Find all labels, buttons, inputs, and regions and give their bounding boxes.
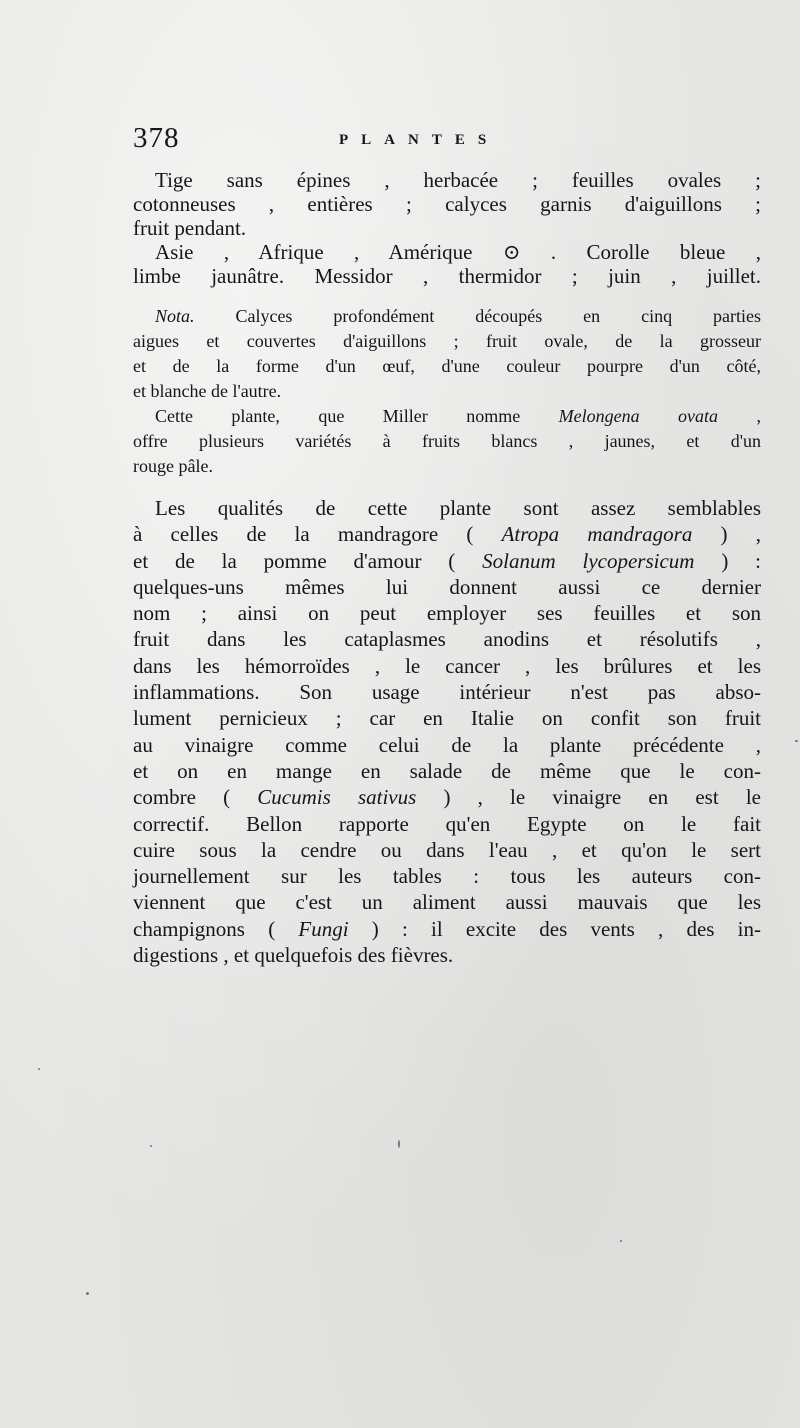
page-number: 378	[133, 122, 180, 154]
text-line: et de la forme d'un œuf, d'une couleur pourpre d'un côté,	[133, 356, 761, 376]
text-line	[133, 404, 761, 429]
text-segment: à celles de la mandragore (	[133, 522, 502, 547]
text-line	[133, 521, 761, 547]
nota-paragraph	[133, 304, 761, 404]
text-line: cotonneuses , entières ; calyces garnis d'aiguillons ;	[133, 192, 761, 216]
nota-label: Nota.	[155, 306, 195, 326]
text-segment: ) , le vinaigre en est le	[416, 785, 761, 810]
text-line: limbe jaunâtre. Messidor , thermidor ; juin , juillet.	[133, 264, 761, 288]
species-name: Atropa mandragora	[501, 522, 693, 547]
habitat-paragraph	[133, 240, 761, 288]
text-line	[133, 548, 761, 574]
text-segment: combre (	[133, 785, 258, 810]
text-line: au vinaigre comme celui de la plante précédente ,	[133, 732, 761, 757]
text-line: correctif. Bellon rapporte qu'en Egypte on le fait	[133, 811, 761, 836]
text-line: Les qualités de cette plante sont assez semblables	[155, 496, 761, 520]
text-line: Tige sans épines , herbacée ; feuilles ovales ;	[155, 168, 761, 192]
text-line: et on en mange en salade de même que le con-	[133, 758, 761, 783]
text-line: dans les hémorroïdes , le cancer , les brûlures et les	[133, 653, 761, 678]
genus-name: Fungi	[298, 916, 349, 941]
text-line: viennent que c'est un aliment aussi mauvais que les	[133, 890, 761, 915]
species-name: Melongena ovata	[558, 406, 719, 426]
page-body	[133, 168, 761, 968]
species-name: Solanum lycopersicum	[482, 548, 695, 573]
text-line: cuire sous la cendre ou dans l'eau , et qu'on le sert	[133, 837, 761, 862]
text-line: Asie , Afrique , Amérique ⊙ . Corolle bleue ,	[155, 240, 761, 264]
text-segment: Cette plante, que Miller nomme	[155, 406, 559, 426]
running-head: PLANTES	[339, 132, 500, 148]
text-line	[133, 916, 761, 942]
text-segment: ) ,	[692, 522, 761, 547]
text-segment: et de la pomme d'amour (	[133, 548, 483, 573]
text-line: inflammations. Son usage intérieur n'est pas abso-	[133, 680, 761, 705]
varieties-paragraph	[133, 404, 761, 479]
text-line: et blanche de l'autre.	[133, 381, 282, 401]
text-line: lument pernicieux ; car en Italie on confit son fruit	[133, 706, 761, 731]
text-segment: ) :	[694, 548, 762, 573]
text-line: rouge pâle.	[133, 456, 213, 476]
text-line: fruit dans les cataplasmes anodins et résolutifs ,	[133, 627, 761, 652]
description-paragraph	[133, 168, 761, 240]
properties-paragraph	[133, 495, 761, 968]
text-line: journellement sur les tables : tous les auteurs con-	[133, 864, 761, 889]
text-line: nom ; ainsi on peut employer ses feuilles et son	[133, 601, 761, 626]
species-name: Cucumis sativus	[257, 785, 417, 810]
text-line: digestions , et quelquefois des fièvres.	[133, 943, 454, 968]
nota-first-line: Calyces profondément découpés en cinq parties	[235, 306, 761, 326]
text-line: aigues et couvertes d'aiguillons ; fruit ovale, de la grosseur	[133, 331, 761, 351]
text-line: offre plusieurs variétés à fruits blancs , jaunes, et d'un	[133, 431, 761, 451]
text-segment: champignons (	[133, 916, 299, 941]
page-header	[133, 122, 653, 162]
text-line: quelques-uns mêmes lui donnent aussi ce dernier	[133, 574, 761, 599]
text-line	[133, 784, 761, 810]
text-line	[133, 304, 761, 329]
text-segment: ) : il excite des vents , des in-	[348, 916, 761, 941]
text-line: fruit pendant.	[133, 216, 247, 240]
text-segment: ,	[718, 406, 761, 426]
